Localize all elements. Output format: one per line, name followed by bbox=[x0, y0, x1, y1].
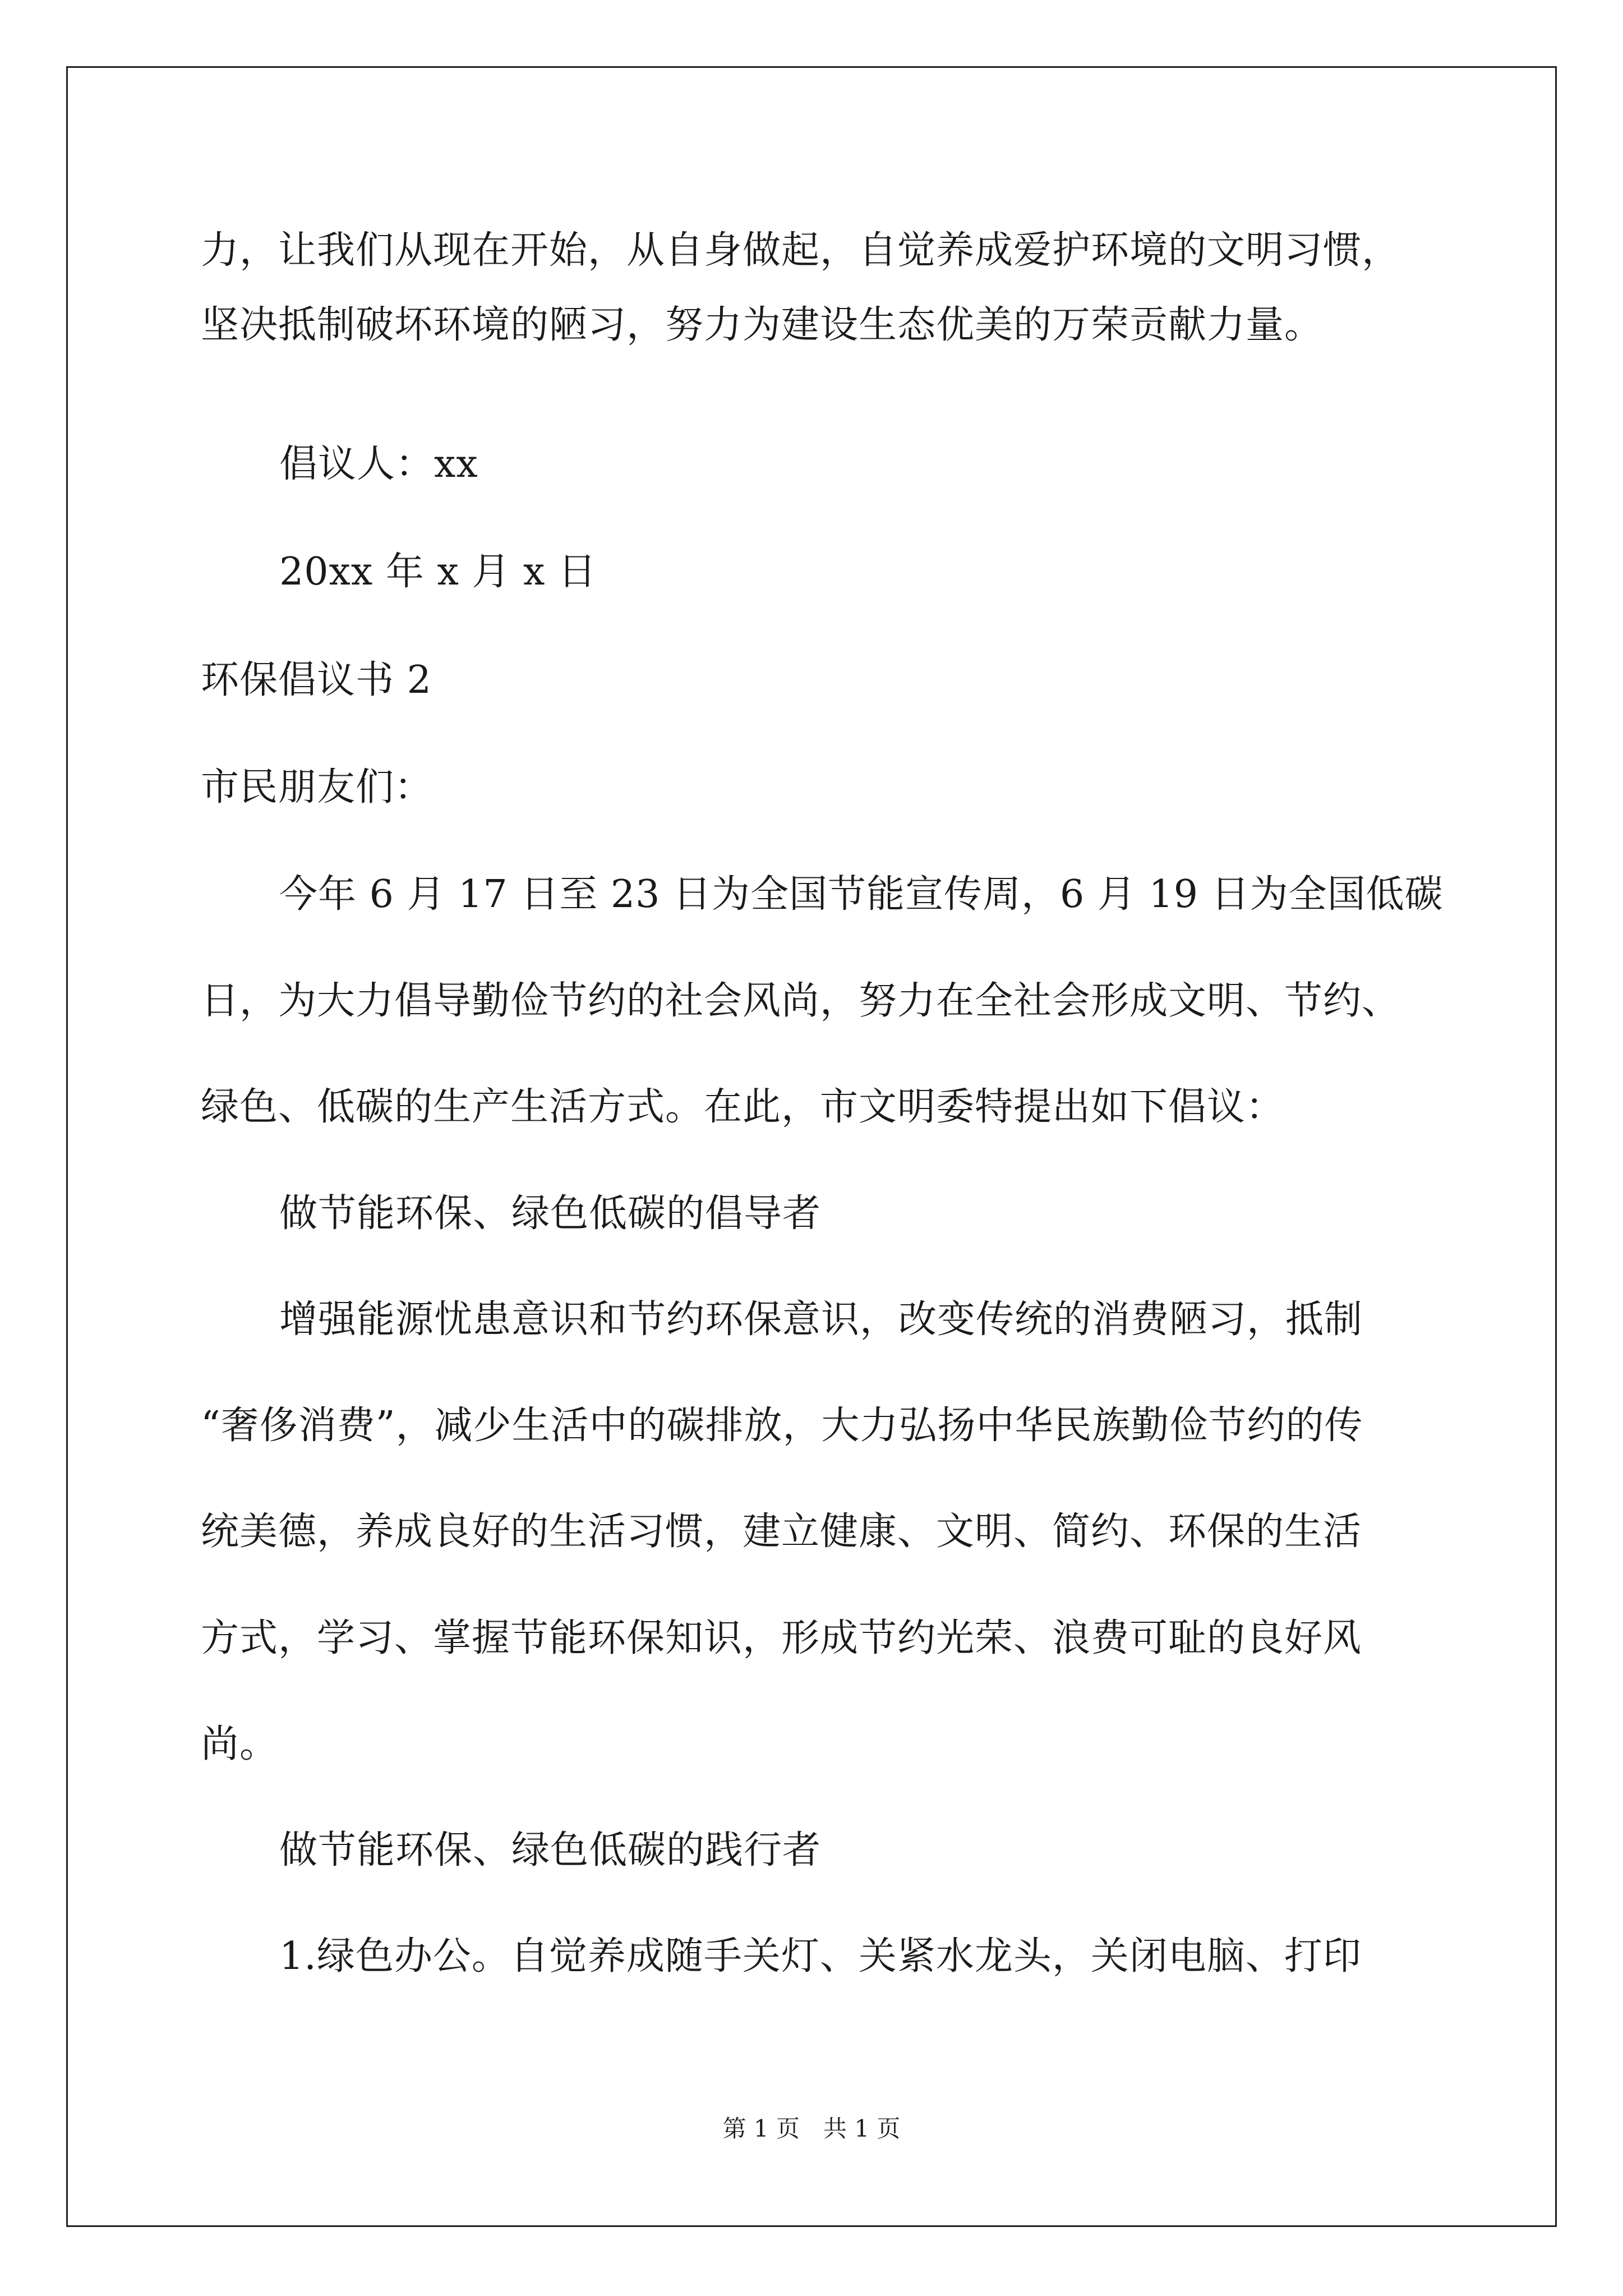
subheading: 做节能环保、绿色低碳的践行者 bbox=[279, 1828, 822, 1872]
salutation: 市民朋友们： bbox=[201, 765, 434, 809]
paragraph-line: “奢侈消费”，减少生活中的碳排放，大力弘扬中华民族勤俭节约的传 bbox=[201, 1404, 1363, 1448]
subheading: 做节能环保、绿色低碳的倡导者 bbox=[279, 1191, 822, 1236]
paragraph-line: 坚决抵制破坏环境的陋习，努力为建设生态优美的万荣贡献力量。 bbox=[201, 303, 1324, 347]
paragraph-line: 1.绿色办公。自觉养成随手关灯、关紧水龙头，关闭电脑、打印 bbox=[279, 1934, 1362, 1978]
paragraph-line: 绿色、低碳的生产生活方式。在此，市文明委特提出如下倡议： bbox=[201, 1085, 1285, 1129]
paragraph-line: 今年 6 月 17 日至 23 日为全国节能宣传周，6 月 19 日为全国低碳 bbox=[279, 872, 1444, 917]
date-line: 20xx 年 x 月 x 日 bbox=[279, 550, 597, 594]
page-footer: 第 1 页 共 1 页 bbox=[722, 2115, 901, 2142]
paragraph-line: 方式，学习、掌握节能环保知识，形成节约光荣、浪费可耻的良好风 bbox=[201, 1616, 1362, 1660]
paragraph-line: 增强能源忧患意识和节约环保意识，改变传统的消费陋习，抵制 bbox=[279, 1297, 1363, 1342]
paragraph-line: 尚。 bbox=[201, 1722, 279, 1766]
page-border bbox=[66, 66, 1557, 2227]
paragraph-line: 日，为大力倡导勤俭节约的社会风尚，努力在全社会形成文明、节约、 bbox=[201, 979, 1401, 1023]
section-title: 环保倡议书 2 bbox=[201, 658, 432, 702]
signatory-line: 倡议人：xx bbox=[279, 442, 478, 486]
paragraph-line: 统美德，养成良好的生活习惯，建立健康、文明、简约、环保的生活 bbox=[201, 1510, 1362, 1554]
paragraph-line: 力，让我们从现在开始，从自身做起，自觉养成爱护环境的文明习惯， bbox=[201, 228, 1401, 273]
